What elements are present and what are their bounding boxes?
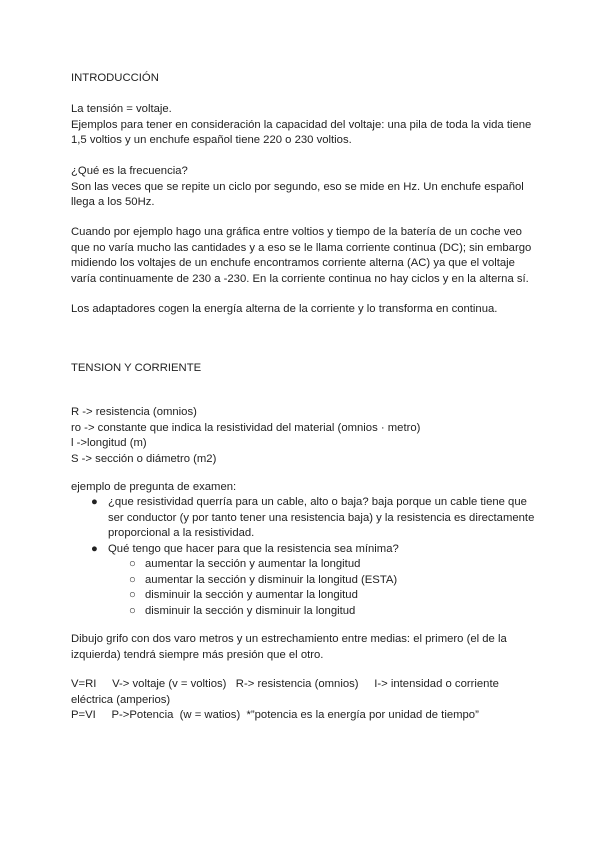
formula-line: eléctrica (amperios) (71, 693, 171, 706)
frecuencia-line: Son las veces que se repite un ciclo por segundo, eso se mide en Hz. Un enchufe español (71, 180, 524, 193)
question-line: ser conductor (y por tanto tener una resistencia baja) y la resistencia es directamente (108, 511, 535, 524)
option-line: aumentar la sección y disminuir la longitud (ESTA) (145, 573, 398, 586)
option-line: aumentar la sección y aumentar la longitud (145, 558, 361, 570)
question-line: ¿que resistividad querría para un cable, alto o baja? baja porque un cable tiene que (108, 496, 527, 508)
intro-line: 1,5 voltios y un enchufe español tiene 220 o 230 voltios. (71, 134, 352, 146)
adaptadores-line: Los adaptadores cogen la energía alterna de la corriente y lo transforma en continua. (71, 303, 498, 315)
question-line: Qué tengo que hacer para que la resistencia sea mínima? (108, 542, 399, 555)
grifo-line: Dibujo grifo con dos varo metros y un estrechamiento entre medias: el primero (el de la (71, 633, 507, 645)
corriente-line: varía continuamente de 230 a -230. En la corriente continua no hay ciclos y en la alterna sí. (71, 272, 529, 285)
intro-line: La tensión = voltaje. (71, 103, 172, 115)
question-line: proporcional a la resistividad. (108, 527, 255, 539)
sub-bullet-icon: ○ (129, 573, 136, 586)
corriente-line: que no varía mucho las cantidades y a eso se le llama corriente continua (DC); sin embargo (71, 241, 532, 254)
option-line: disminuir la sección y aumentar la longitud (145, 589, 358, 601)
formula-line: V=RI V-> voltaje (v = voltios) R-> resistencia (omnios) I-> intensidad o corriente (71, 678, 499, 690)
frecuencia-line: llega a los 50Hz. (71, 196, 155, 208)
option-line: disminuir la sección y disminuir la longitud (145, 604, 356, 617)
formula-line: P=VI P->Potencia (w = watios) *”potencia es la energía por unidad de tiempo” (71, 709, 479, 721)
bullet-icon: ● (91, 542, 98, 555)
definition-line: ro -> constante que indica la resistividad del material (omnios · metro) (71, 421, 421, 434)
definition-line: l ->longitud (m) (71, 437, 147, 449)
grifo-line: izquierda) tendrá siempre más presión que el otro. (71, 648, 324, 661)
definition-line: R -> resistencia (omnios) (71, 406, 197, 418)
bullet-icon: ● (91, 496, 98, 508)
heading-introduccion: INTRODUCCIÓN (71, 72, 159, 84)
corriente-line: Cuando por ejemplo hago una gráfica entre voltios y tiempo de la batería de un coche veo (71, 226, 522, 238)
exam-example-label: ejemplo de pregunta de examen: (71, 481, 237, 493)
definition-line: S -> sección o diámetro (m2) (71, 452, 217, 465)
frecuencia-line: ¿Qué es la frecuencia? (71, 165, 188, 177)
corriente-line: midiendo los voltajes de un enchufe encontramos corriente alterna (AC) ya que el voltaje (71, 257, 515, 269)
sub-bullet-icon: ○ (129, 589, 136, 601)
intro-line: Ejemplos para tener en consideración la capacidad del voltaje: una pila de toda la vida tiene (71, 118, 532, 131)
sub-bullet-icon: ○ (129, 558, 136, 570)
sub-bullet-icon: ○ (129, 604, 136, 617)
heading-tension-y-corriente: TENSION Y CORRIENTE (71, 362, 202, 374)
